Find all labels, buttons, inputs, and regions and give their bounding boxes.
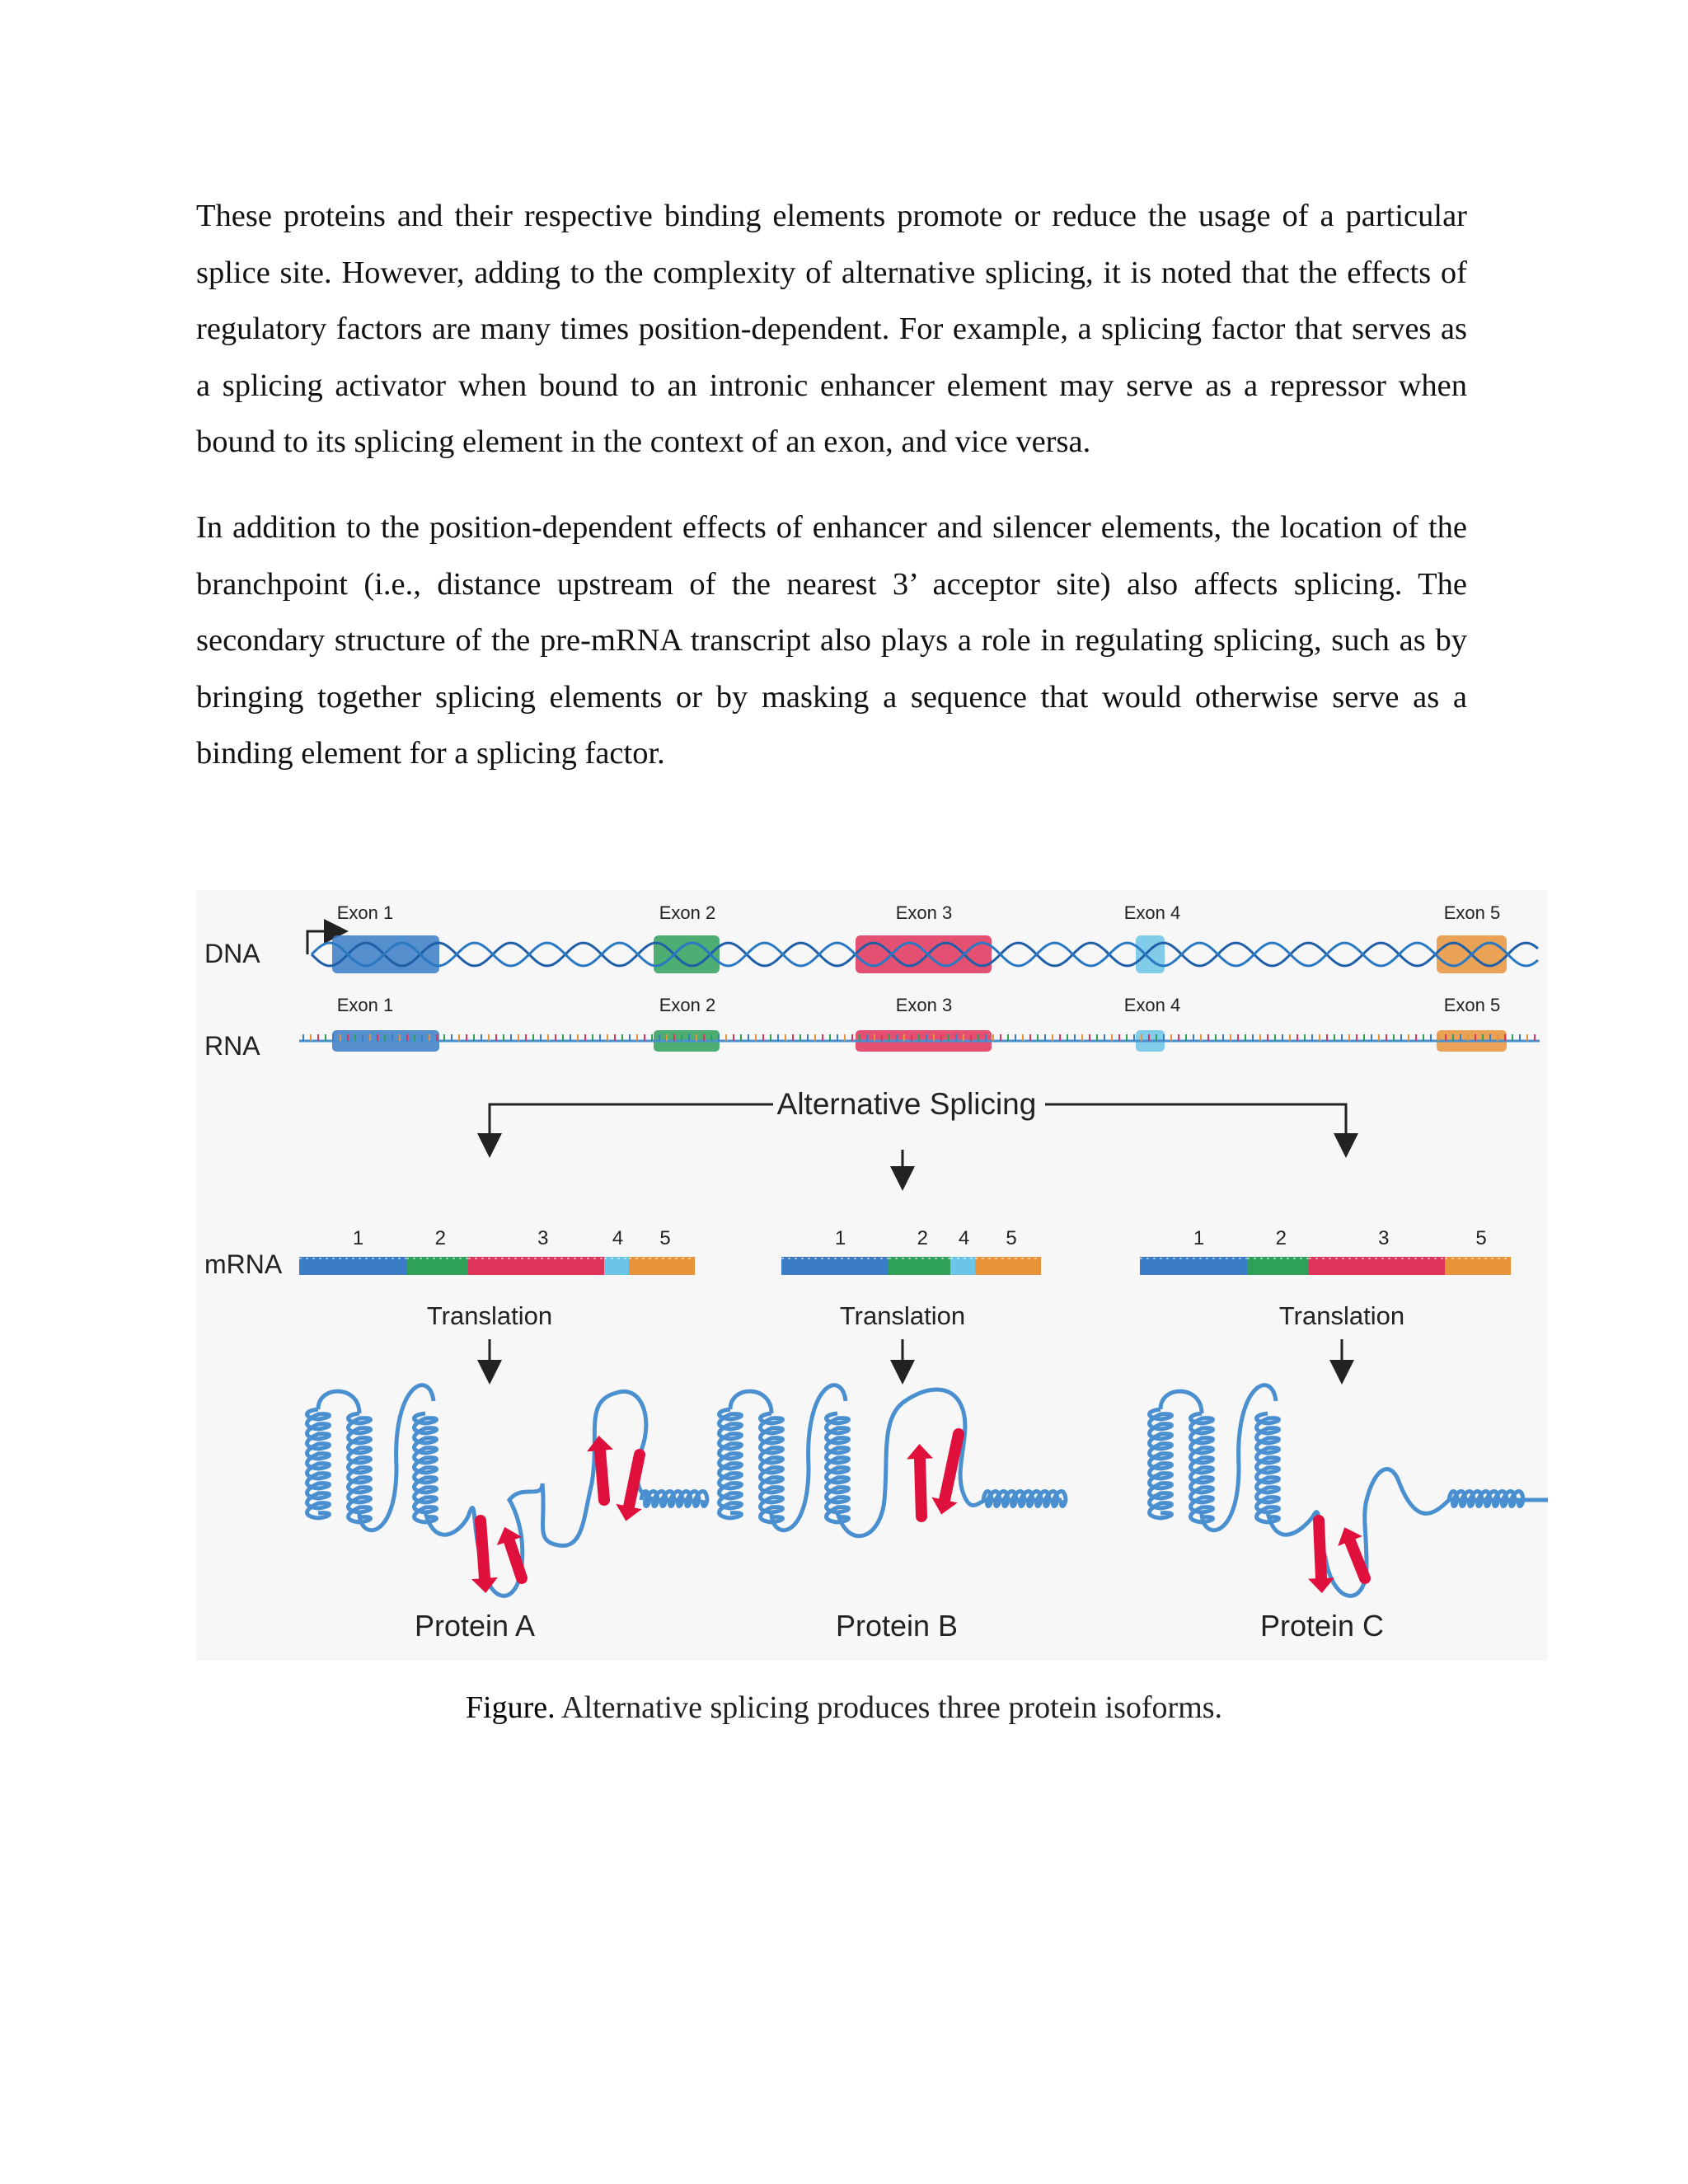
- beta-strand-body: [1319, 1521, 1321, 1578]
- mrna-3-exon-number-1: 1: [1193, 1227, 1205, 1249]
- mrna-2-exon-number-2: 2: [917, 1227, 928, 1249]
- dna-exon-4: [1136, 935, 1165, 973]
- mrna-3-exon-number-2: 2: [1275, 1227, 1287, 1249]
- dna-exon-3-label: Exon 3: [895, 902, 953, 923]
- mrna-3-exon-3: [1309, 1257, 1445, 1275]
- body-paragraph-1: These proteins and their respective binding elements promote or reduce the usage of a particular splice site. However, adding to the complexity of alternative splicing, it is noted that the effects of regulatory factors are many times position-dependent. For example, a splicing factor that serves as a splicing activator when bound to an intronic enhancer element may serve as a repressor when bound to its splicing element in the context of an exon, and vice versa.: [196, 199, 1467, 459]
- beta-strand-body: [481, 1521, 485, 1578]
- rna-exon-2-label: Exon 2: [659, 995, 716, 1015]
- dna-exon-3: [856, 935, 992, 973]
- rna-exon-4-label: Exon 4: [1123, 995, 1181, 1015]
- caption-label: Figure.: [465, 1690, 556, 1725]
- mrna-1-exon-number-5: 5: [659, 1227, 671, 1249]
- rna-exon-1-label: Exon 1: [336, 995, 394, 1015]
- mrna-1-exon-number-4: 4: [612, 1227, 624, 1249]
- mrna-3-exon-number-3: 3: [1378, 1227, 1390, 1249]
- mrna-2-exon-5: [975, 1257, 1041, 1275]
- mrna-3-exon-number-4: 5: [1475, 1227, 1487, 1249]
- beta-strand-body: [920, 1459, 921, 1516]
- mrna-2-exon-2: [889, 1257, 950, 1275]
- mrna-2-exon-4: [950, 1257, 975, 1275]
- alternative-splicing-figure: [196, 890, 1548, 1661]
- mrna-2-exon-number-4: 5: [1006, 1227, 1017, 1249]
- rna-exon-3-label: Exon 3: [895, 995, 953, 1015]
- figure-caption: [0, 1690, 1688, 1726]
- mrna-1-exon-1: [299, 1257, 406, 1275]
- mrna-2-exon-number-1: 1: [834, 1227, 846, 1249]
- protein-b-label: Protein B: [835, 1609, 959, 1643]
- mrna-1-exon-3: [468, 1257, 604, 1275]
- dna-exon-5-label: Exon 5: [1443, 902, 1501, 923]
- mrna-1-exon-number-1: 1: [352, 1227, 364, 1249]
- protein-a-label: Protein A: [414, 1609, 536, 1643]
- mrna-row-label: mRNA: [204, 1249, 283, 1279]
- body-paragraph-2: In addition to the position-dependent effects of enhancer and silencer elements, the location of the branchpoint (i.e., distance upstream of the nearest 3’ acceptor site) also affects splicing. The secondary structure of the pre-mRNA transcript also plays a role in regulating splicing, such as by bringing together splicing elements or by masking a sequence that would otherwise serve as a binding element for a splicing factor.: [196, 510, 1467, 771]
- mrna-3-exon-1: [1140, 1257, 1247, 1275]
- dna-row-label: DNA: [204, 939, 260, 968]
- protein-c-label: Protein C: [1259, 1609, 1385, 1643]
- rna-row-label: RNA: [204, 1031, 260, 1061]
- dna-exon-1-label: Exon 1: [336, 902, 394, 923]
- rna-exon-5-label: Exon 5: [1443, 995, 1501, 1015]
- translation-label-b: Translation: [839, 1301, 966, 1330]
- mrna-1-exon-number-2: 2: [434, 1227, 446, 1249]
- mrna-1-exon-4: [604, 1257, 629, 1275]
- translation-label-c: Translation: [1278, 1301, 1405, 1330]
- mrna-3-exon-2: [1247, 1257, 1309, 1275]
- beta-strand-body: [600, 1451, 604, 1500]
- dna-exon-4-label: Exon 4: [1123, 902, 1181, 923]
- dna-exon-2-label: Exon 2: [659, 902, 716, 923]
- caption-text: Alternative splicing produces three protein isoforms.: [555, 1690, 1223, 1725]
- mrna-2-exon-1: [781, 1257, 889, 1275]
- mrna-1-exon-number-3: 3: [537, 1227, 549, 1249]
- mrna-1-exon-5: [629, 1257, 695, 1275]
- alternative-splicing-label: Alternative Splicing: [776, 1087, 1037, 1121]
- mrna-3-exon-5: [1445, 1257, 1511, 1275]
- translation-label-a: Translation: [426, 1301, 553, 1330]
- mrna-2-exon-number-3: 4: [958, 1227, 970, 1249]
- mrna-1-exon-2: [406, 1257, 468, 1275]
